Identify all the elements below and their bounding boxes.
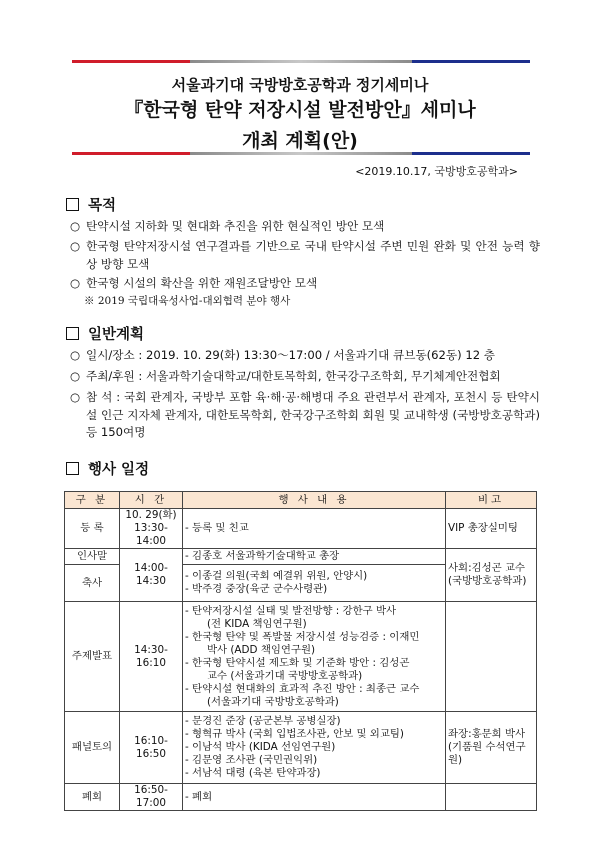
title-line-2: 『한국형 탄약 저장시설 발전방안』세미나 [124,99,476,121]
row-time: 10. 29(화) 13:30-14:00 [120,509,183,549]
column-header: 행 사 내 용 [183,492,446,509]
square-bullet-icon [66,327,79,340]
row-content: - 폐회 [183,784,446,811]
title-line-3: 개최 계획(안) [242,130,358,152]
square-bullet-icon [66,198,79,211]
header-bottom-bar [72,152,530,155]
table-row [65,784,537,811]
row-category: 폐회 [65,784,120,811]
row-time: 16:10-16:50 [120,712,183,784]
square-bullet-icon [66,462,79,475]
column-header: 비고 [446,492,537,509]
row-content: - 탄약저장시설 실태 및 발전방향 : 강한구 박사 (전 KIDA 책임연구원) - 한국형 탄약 및 폭발물 저장시설 성능검증 : 이재민 박사 (ADD 책임연구원) - 한국형 탄약시설 제도화 및 기준화 방안 : 김성곤 교수 (서울과기대 국방방호공학과) - 탄약시설 현대화의 효과적 추진 방안 : 최종근 교수 (서울과기대 국방방호공학과) [183,602,446,712]
row-time: 14:00-14:30 [120,549,183,602]
row-note: VIP 총장실미팅 [446,509,537,549]
document-dateline: <2019.10.17, 국방방호공학과> [355,165,518,178]
circle-bullet-icon: ○ [70,390,81,404]
purpose-note: ※ 2019 국립대육성사업-대외협력 분야 행사 [84,295,291,307]
row-note [446,784,537,811]
section-heading-schedule: 행사 일정 [66,458,149,479]
row-category: 인사말 [65,549,120,565]
table-row [65,509,537,549]
table-header-row [65,492,537,509]
row-note: 좌장:홍문희 박사 (기품원 수석연구 원) [446,712,537,784]
row-content: - 김종호 서울과학기술대학교 총장 [183,549,446,565]
circle-bullet-icon: ○ [70,276,81,290]
title-line-1: 서울과기대 국방방호공학과 정기세미나 [171,76,429,94]
row-category: 축사 [65,565,120,602]
table-row [65,549,537,565]
general-item: ○ 일시/장소 : 2019. 10. 29(화) 13:30～17:00 / 서울과기대 큐브동(62동) 12 층 [70,347,540,365]
schedule-table [64,491,537,811]
row-content: - 문경진 준장 (공군본부 공병실장) - 형혁규 박사 (국회 입법조사관, 안보 및 외교팀) - 이남석 박사 (KIDA 선임연구원) - 김문영 조사관 (국민권익위) - 서남석 대령 (육본 탄약과장) [183,712,446,784]
general-item: ○ 주최/후원 : 서울과학기술대학교/대한토목학회, 한국강구조학회, 무기체계안전협회 [70,368,540,386]
column-header: 시 간 [120,492,183,509]
row-category: 주제발표 [65,602,120,712]
circle-bullet-icon: ○ [70,369,81,383]
column-header: 구 분 [65,492,120,509]
table-row [65,602,537,712]
row-note [446,602,537,712]
row-time: 16:50-17:00 [120,784,183,811]
section-heading-general: 일반계획 [66,323,144,344]
row-category: 패널토의 [65,712,120,784]
row-category: 등 록 [65,509,120,549]
row-note: 사회:김성곤 교수 (국방방호공학과) [446,549,537,602]
circle-bullet-icon: ○ [70,348,81,362]
table-row [65,712,537,784]
row-time: 14:30-16:10 [120,602,183,712]
section-heading-purpose: 목적 [66,194,116,215]
header-top-bar [72,60,530,63]
purpose-item: ○ 한국형 탄약저장시설 연구결과를 기반으로 국내 탄약시설 주변 민원 완화 및 안전 능력 향상 방향 모색 [70,239,540,271]
general-item: ○ 참 석 : 국회 관계자, 국방부 포함 육·해·공·해병대 주요 관련부서 관계자, 포천시 등 탄약시설 인근 지자체 관계자, 대한토목학회, 한국강구조학회 회원 및 교내학생 (국방방호공학과) 등 150여명 [70,390,540,439]
row-content: - 등록 및 친교 [183,509,446,549]
row-content: - 이종걸 의원(국회 예결위 위원, 안양시) - 박주경 중장(육군 군수사령관) [183,565,446,602]
circle-bullet-icon: ○ [70,239,81,253]
circle-bullet-icon: ○ [70,219,81,233]
purpose-item: ○ 한국형 시설의 확산을 위한 재원조달방안 모색 [70,275,540,293]
purpose-item: ○ 탄약시설 지하화 및 현대화 추진을 위한 현실적인 방안 모색 [70,218,540,236]
